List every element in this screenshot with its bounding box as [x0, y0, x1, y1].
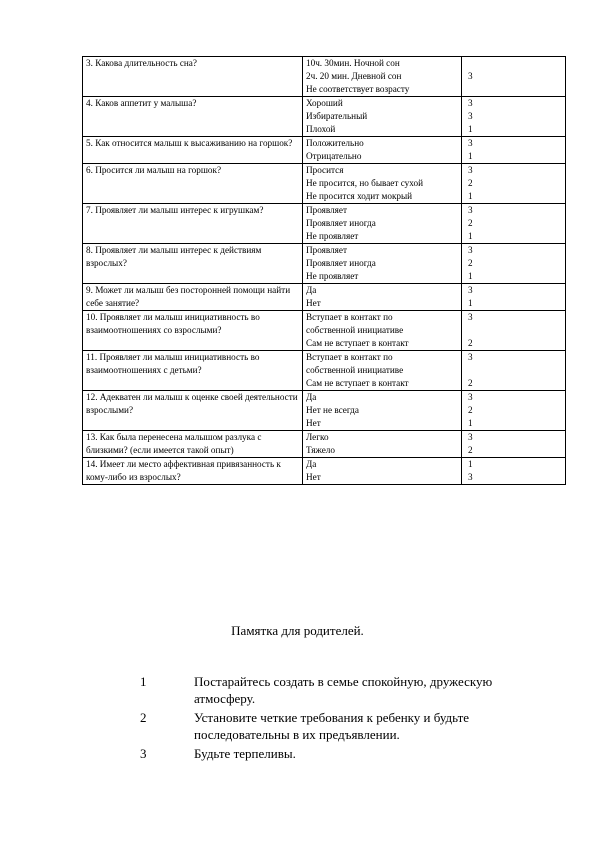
answer-option: Нет [306, 298, 321, 308]
score-value: 2 [468, 378, 473, 388]
score-value: 2 [468, 178, 473, 188]
scores-cell [462, 284, 566, 311]
score-value: 3 [468, 312, 473, 322]
answer-option: 2ч. 20 мин. Дневной сон [306, 71, 402, 81]
score-value [465, 83, 563, 96]
answer-option: Нет [306, 418, 321, 428]
table-row [83, 431, 566, 458]
question-cell [83, 351, 303, 391]
scores-cell [462, 204, 566, 244]
answer-option: Нет [306, 472, 321, 482]
question-text: 12. Адекватен ли малыш к оценке своей деятельности взрослыми? [86, 392, 298, 415]
answers-cell [303, 137, 462, 164]
question-cell [83, 204, 303, 244]
scores-cell [462, 57, 566, 97]
question-text: 4. Каков аппетит у малыша? [86, 98, 197, 108]
score-value: 3 [468, 98, 473, 108]
memo-item-text: Установите четкие требования к ребенку и будьте последовательны в их предъявлении. [194, 710, 470, 742]
question-cell [83, 97, 303, 137]
question-cell [83, 284, 303, 311]
answer-option: Не просится, но бывает сухой [306, 178, 424, 188]
table-row [83, 57, 566, 97]
question-cell [83, 431, 303, 458]
answer-option: Сам не вступает в контакт [306, 338, 409, 348]
answers-cell [303, 284, 462, 311]
memo-item-text: Будьте терпеливы. [194, 746, 296, 761]
answer-option: Избирательный [306, 111, 368, 121]
score-value: 3 [468, 245, 473, 255]
score-value: 1 [468, 271, 473, 281]
question-cell [83, 57, 303, 97]
table-row [83, 204, 566, 244]
answer-option: Проявляет иногда [306, 218, 376, 228]
answer-option: Проявляет [306, 245, 347, 255]
table-row [83, 284, 566, 311]
question-cell [83, 137, 303, 164]
answer-option: Не просится ходит мокрый [306, 191, 413, 201]
scores-cell [462, 391, 566, 431]
questionnaire-table [82, 56, 566, 485]
question-text: 11. Проявляет ли малыш инициативность во взаимоотношениях с детьми? [86, 352, 260, 375]
score-value: 3 [468, 111, 473, 121]
answer-option: Отрицательно [306, 151, 362, 161]
score-value [465, 324, 563, 337]
memo-item [140, 673, 540, 707]
scores-cell [462, 351, 566, 391]
score-value: 1 [468, 459, 473, 469]
score-value: 3 [468, 432, 473, 442]
questionnaire-body [83, 57, 566, 485]
question-text: 5. Как относится малыш к высаживанию на горшок? [86, 138, 293, 148]
question-cell [83, 244, 303, 284]
score-value: 1 [468, 418, 473, 428]
memo-item [140, 709, 540, 743]
memo-item-number: 1 [140, 674, 147, 689]
question-text: 13. Как была перенесена малышом разлука с близкими? (если имеется такой опыт) [86, 432, 262, 455]
question-text: 10. Проявляет ли малыш инициативность во взаимоотношениях со взрослыми? [86, 312, 260, 335]
answer-option: Да [306, 285, 317, 295]
answer-option: 10ч. 30мин. Ночной сон [306, 58, 400, 68]
answers-cell [303, 164, 462, 204]
memo-item-number: 3 [140, 746, 147, 761]
score-value: 3 [468, 285, 473, 295]
score-value: 2 [468, 218, 473, 228]
answers-cell [303, 431, 462, 458]
memo-item [140, 745, 540, 762]
answer-option: Проявляет иногда [306, 258, 376, 268]
score-value: 3 [468, 472, 473, 482]
question-text: 3. Какова длительность сна? [86, 58, 197, 68]
score-value: 3 [468, 165, 473, 175]
question-text: 7. Проявляет ли малыш интерес к игрушкам? [86, 205, 264, 215]
score-value: 3 [468, 71, 473, 81]
score-value: 3 [468, 392, 473, 402]
score-value: 1 [468, 298, 473, 308]
answers-cell [303, 311, 462, 351]
score-value: 2 [468, 405, 473, 415]
score-value [465, 364, 563, 377]
memo-item-number: 2 [140, 710, 147, 725]
score-value [465, 57, 563, 70]
memo-item-text: Постарайтесь создать в семье спокойную, дружескую атмосферу. [194, 674, 493, 706]
answer-option: Вступает в контакт по [306, 312, 393, 322]
answers-cell [303, 57, 462, 97]
score-value: 2 [468, 445, 473, 455]
score-value: 1 [468, 124, 473, 134]
answer-option: Не соответствует возрасту [306, 84, 410, 94]
answer-option: Проявляет [306, 205, 347, 215]
answer-option: Не проявляет [306, 271, 359, 281]
question-cell [83, 311, 303, 351]
memo-title: Памятка для родителей. [231, 623, 364, 638]
table-row [83, 164, 566, 204]
answers-cell [303, 204, 462, 244]
table-row [83, 391, 566, 431]
table-row [83, 244, 566, 284]
scores-cell [462, 164, 566, 204]
score-value: 3 [468, 205, 473, 215]
score-value: 2 [468, 338, 473, 348]
scores-cell [462, 311, 566, 351]
answers-cell [303, 351, 462, 391]
question-text: 8. Проявляет ли малыш интерес к действиям взрослых? [86, 245, 262, 268]
score-value: 3 [468, 138, 473, 148]
score-value: 1 [468, 151, 473, 161]
table-row [83, 97, 566, 137]
answers-cell [303, 244, 462, 284]
scores-cell [462, 137, 566, 164]
answer-option: Вступает в контакт по [306, 352, 393, 362]
question-cell [83, 458, 303, 485]
table-row [83, 351, 566, 391]
answer-option: Да [306, 392, 317, 402]
answer-option: собственной инициативе [306, 365, 404, 375]
scores-cell [462, 97, 566, 137]
scores-cell [462, 458, 566, 485]
answers-cell [303, 391, 462, 431]
answer-option: Тяжело [306, 445, 335, 455]
question-cell [83, 164, 303, 204]
scores-cell [462, 244, 566, 284]
answers-cell [303, 97, 462, 137]
answers-cell [303, 458, 462, 485]
answer-option: Плохой [306, 124, 336, 134]
question-text: 6. Просится ли малыш на горшок? [86, 165, 222, 175]
table-row [83, 137, 566, 164]
scores-cell [462, 431, 566, 458]
table-row [83, 311, 566, 351]
score-value: 3 [468, 352, 473, 362]
memo-list [140, 673, 540, 764]
question-cell [83, 391, 303, 431]
answer-option: Хороший [306, 98, 343, 108]
question-text: 14. Имеет ли место аффективная привязанность к кому-либо из взрослых? [86, 459, 281, 482]
score-value: 1 [468, 191, 473, 201]
answer-option: Сам не вступает в контакт [306, 378, 409, 388]
answer-option: Легко [306, 432, 329, 442]
question-text: 9. Может ли малыш без посторонней помощи найти себе занятие? [86, 285, 291, 308]
answer-option: Положительно [306, 138, 364, 148]
answer-option: Нет не всегда [306, 405, 359, 415]
score-value: 2 [468, 258, 473, 268]
answer-option: Просится [306, 165, 344, 175]
answer-option: Не проявляет [306, 231, 359, 241]
table-row [83, 458, 566, 485]
score-value: 1 [468, 231, 473, 241]
answer-option: Да [306, 459, 317, 469]
answer-option: собственной инициативе [306, 325, 404, 335]
